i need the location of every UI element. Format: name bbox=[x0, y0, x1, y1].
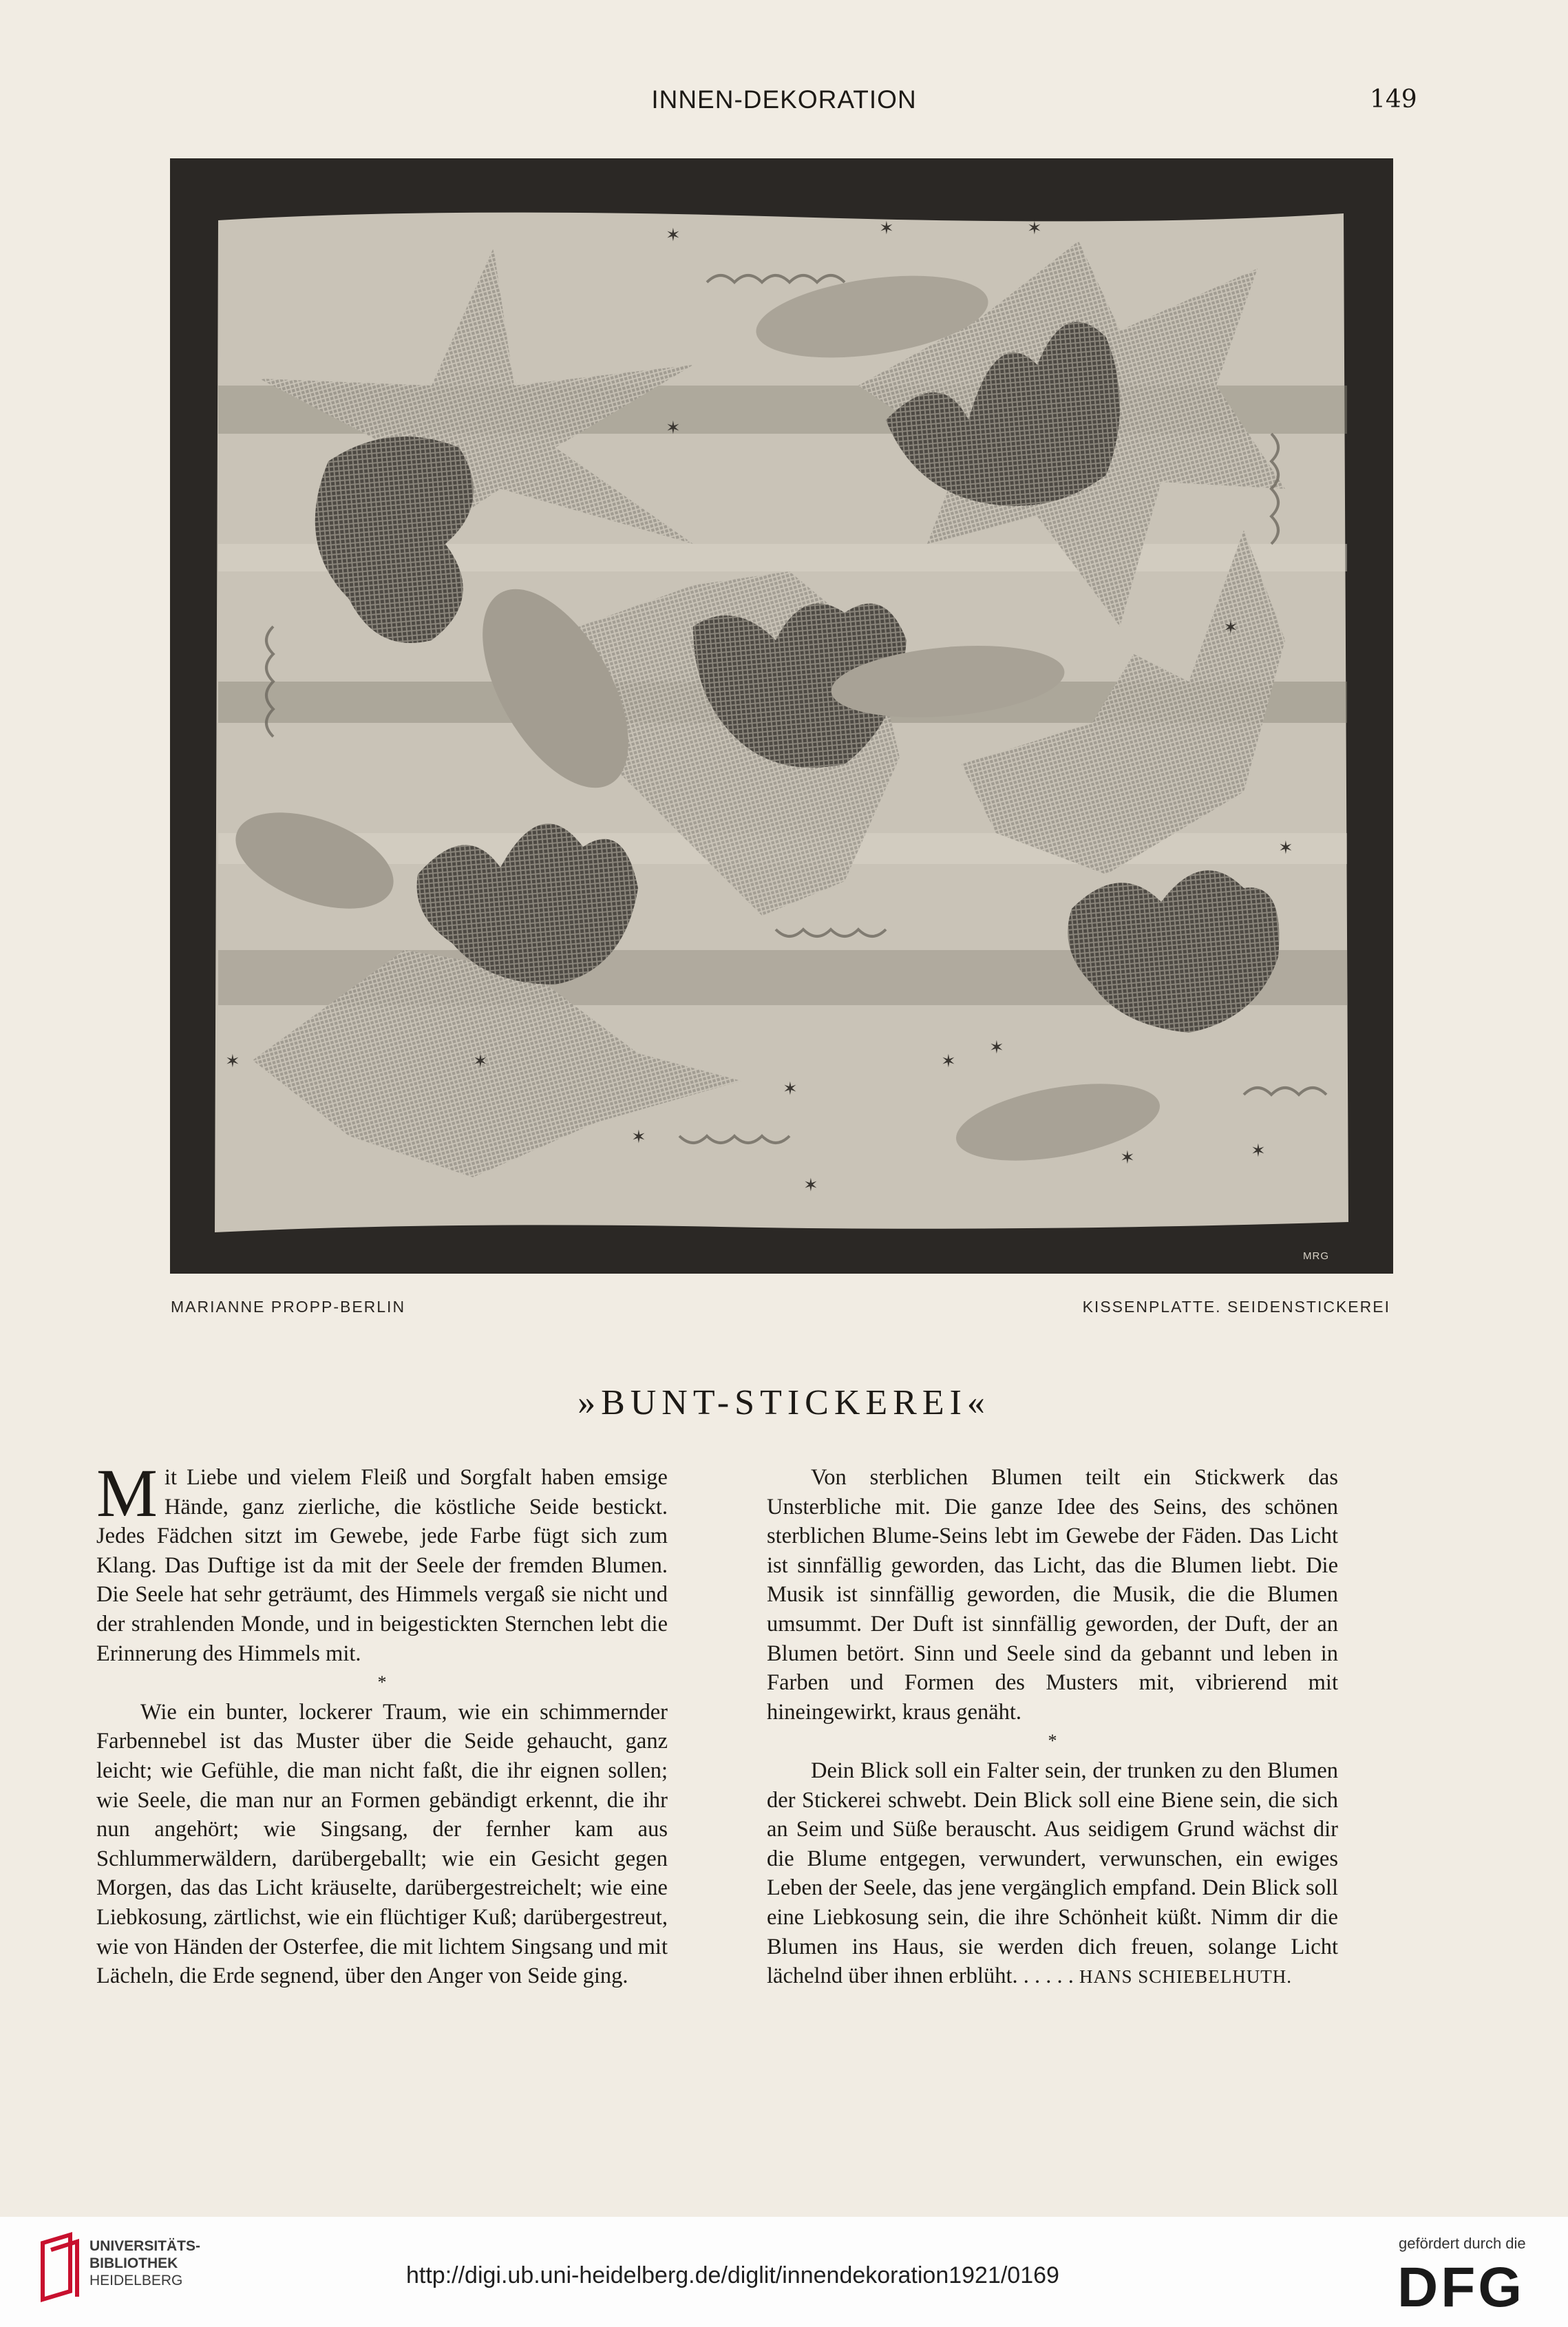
svg-text:✶: ✶ bbox=[989, 1038, 1004, 1058]
running-header bbox=[0, 85, 1568, 127]
section-divider-star: * bbox=[1048, 1731, 1057, 1751]
library-name-line-2: BIBLIOTHEK bbox=[89, 2255, 178, 2271]
library-name-line-1: UNIVERSITÄTS- bbox=[89, 2238, 201, 2254]
article-heading: »BUNT-STICKEREI« bbox=[578, 1383, 990, 1422]
left-paragraph-1-text: it Liebe und vielem Fleiß und Sorgfalt haben emsige Hände, ganz zierliche, die köstliche Seide bestickt. Jedes Fädchen sitzt im Gewebe, jede Farbe fügt sich zum Klang. Das Duftige ist da mit der Seele der fremden Blumen. Die Seele hat sehr geträumt, des Himmels vergaß sie nicht und der strahlenden Monde, und in beigestickten Sternchen lebt die Erinnerung des Himmels mit. bbox=[96, 1465, 668, 1666]
university-library-logo-icon bbox=[36, 2229, 84, 2305]
author-signature: HANS SCHIEBELHUTH. bbox=[1079, 1966, 1292, 1988]
journal-title: INNEN-DEKORATION bbox=[651, 85, 917, 114]
caption-artist: MARIANNE PROPP-BERLIN bbox=[171, 1298, 406, 1316]
caption-description: KISSENPLATTE. SEIDENSTICKEREI bbox=[1082, 1298, 1390, 1316]
library-name bbox=[89, 2238, 200, 2289]
left-paragraph-1 bbox=[96, 1455, 668, 1668]
svg-text:✶: ✶ bbox=[631, 1127, 646, 1148]
svg-text:✶: ✶ bbox=[1251, 1141, 1266, 1161]
embroidery-cushion-illustration bbox=[170, 158, 1393, 1274]
section-divider-star: * bbox=[377, 1672, 387, 1693]
library-name-line-3: HEIDELBERG bbox=[89, 2273, 183, 2288]
drop-cap: M bbox=[96, 1455, 158, 1531]
svg-text:✶: ✶ bbox=[1278, 838, 1293, 859]
svg-text:✶: ✶ bbox=[666, 418, 681, 439]
svg-text:✶: ✶ bbox=[879, 218, 894, 239]
svg-text:✶: ✶ bbox=[666, 225, 681, 246]
right-paragraph-1: Von sterblichen Blumen teilt ein Stickwerk das Unsterbliche mit. Die ganze Idee des Seins, des schönen sterblichen Blume-Seins lebt im Gewebe der Fäden. Das Licht ist sinnfällig geworden, das Licht, das die Blumen liebt. Die Musik ist sinnfällig geworden, die Musik, die die Blumen umsummt. Der Duft ist sinnfällig geworden, der Duft, der an Blumen betört. Sinn und Seele sind da gebannt und leben in Farben und Formen des Musters mit, vibrierend mit hineingewirkt, kraus genäht. bbox=[767, 1465, 1338, 1725]
svg-text:✶: ✶ bbox=[941, 1051, 956, 1072]
right-paragraph-2-text: Dein Blick soll ein Falter sein, der trunken zu den Blumen der Stickerei schwebt. Dein Blick soll eine Biene sein, die sich an Seim und Süße berauscht. Aus seidigem Grund wächst dir die Blume entgegen, verwundert, verwunschen, ein ewiges Leben der Seele, das jene vergänglich empfand. Dein Blick soll eine Liebkosung sein, die ihre Schönheit küßt. Nimm dir die Blumen ins Haus, sie werden dich freuen, solange Licht lächelnd über ihnen erblüht. . . . . . bbox=[767, 1758, 1338, 1989]
digitization-footer bbox=[0, 2217, 1568, 2327]
svg-text:✶: ✶ bbox=[803, 1175, 818, 1196]
page-number: 149 bbox=[1370, 85, 1417, 114]
svg-text:✶: ✶ bbox=[1120, 1148, 1135, 1168]
right-column bbox=[767, 1463, 1338, 1992]
svg-text:✶: ✶ bbox=[1027, 218, 1042, 239]
svg-text:✶: ✶ bbox=[783, 1079, 798, 1099]
permalink-url[interactable]: http://digi.ub.uni-heidelberg.de/diglit/innendekoration1921/0169 bbox=[406, 2262, 1059, 2288]
left-paragraph-2: Wie ein bunter, lockerer Traum, wie ein schimmernder Farbennebel ist das Muster über die Seide gehaucht, ganz leicht; wie Gefühle, die man nicht faßt, die ihr eignen sollen; wie Seele, die man nur an Formen gebändigt erkennt, die ihr nun angehört; wie Singsang, der fernher kam aus Schlummerwäldern, darübergeballt; wie ein Gesicht gegen Morgen, das das Licht kräuselte, darübergestreichelt; wie eine Liebkosung, zärtlichst, wie ein flüchtiger Kuß; darübergestreut, wie von Händen der Osterfee, die mit lichtem Singsang und mit Lächeln, die Erde segnend, über den Anger von Seide ging. bbox=[96, 1699, 668, 1989]
funding-note: gefördert durch die bbox=[1399, 2235, 1526, 2252]
embroidery-photo-plate bbox=[170, 158, 1393, 1274]
dfg-logo: DFG bbox=[1397, 2256, 1525, 2319]
right-paragraph-2 bbox=[767, 1756, 1338, 1992]
artist-monogram: MRG bbox=[1303, 1250, 1329, 1262]
svg-text:✶: ✶ bbox=[225, 1051, 240, 1072]
svg-text:✶: ✶ bbox=[473, 1051, 488, 1072]
left-column bbox=[96, 1455, 668, 1991]
svg-text:✶: ✶ bbox=[1223, 618, 1238, 638]
